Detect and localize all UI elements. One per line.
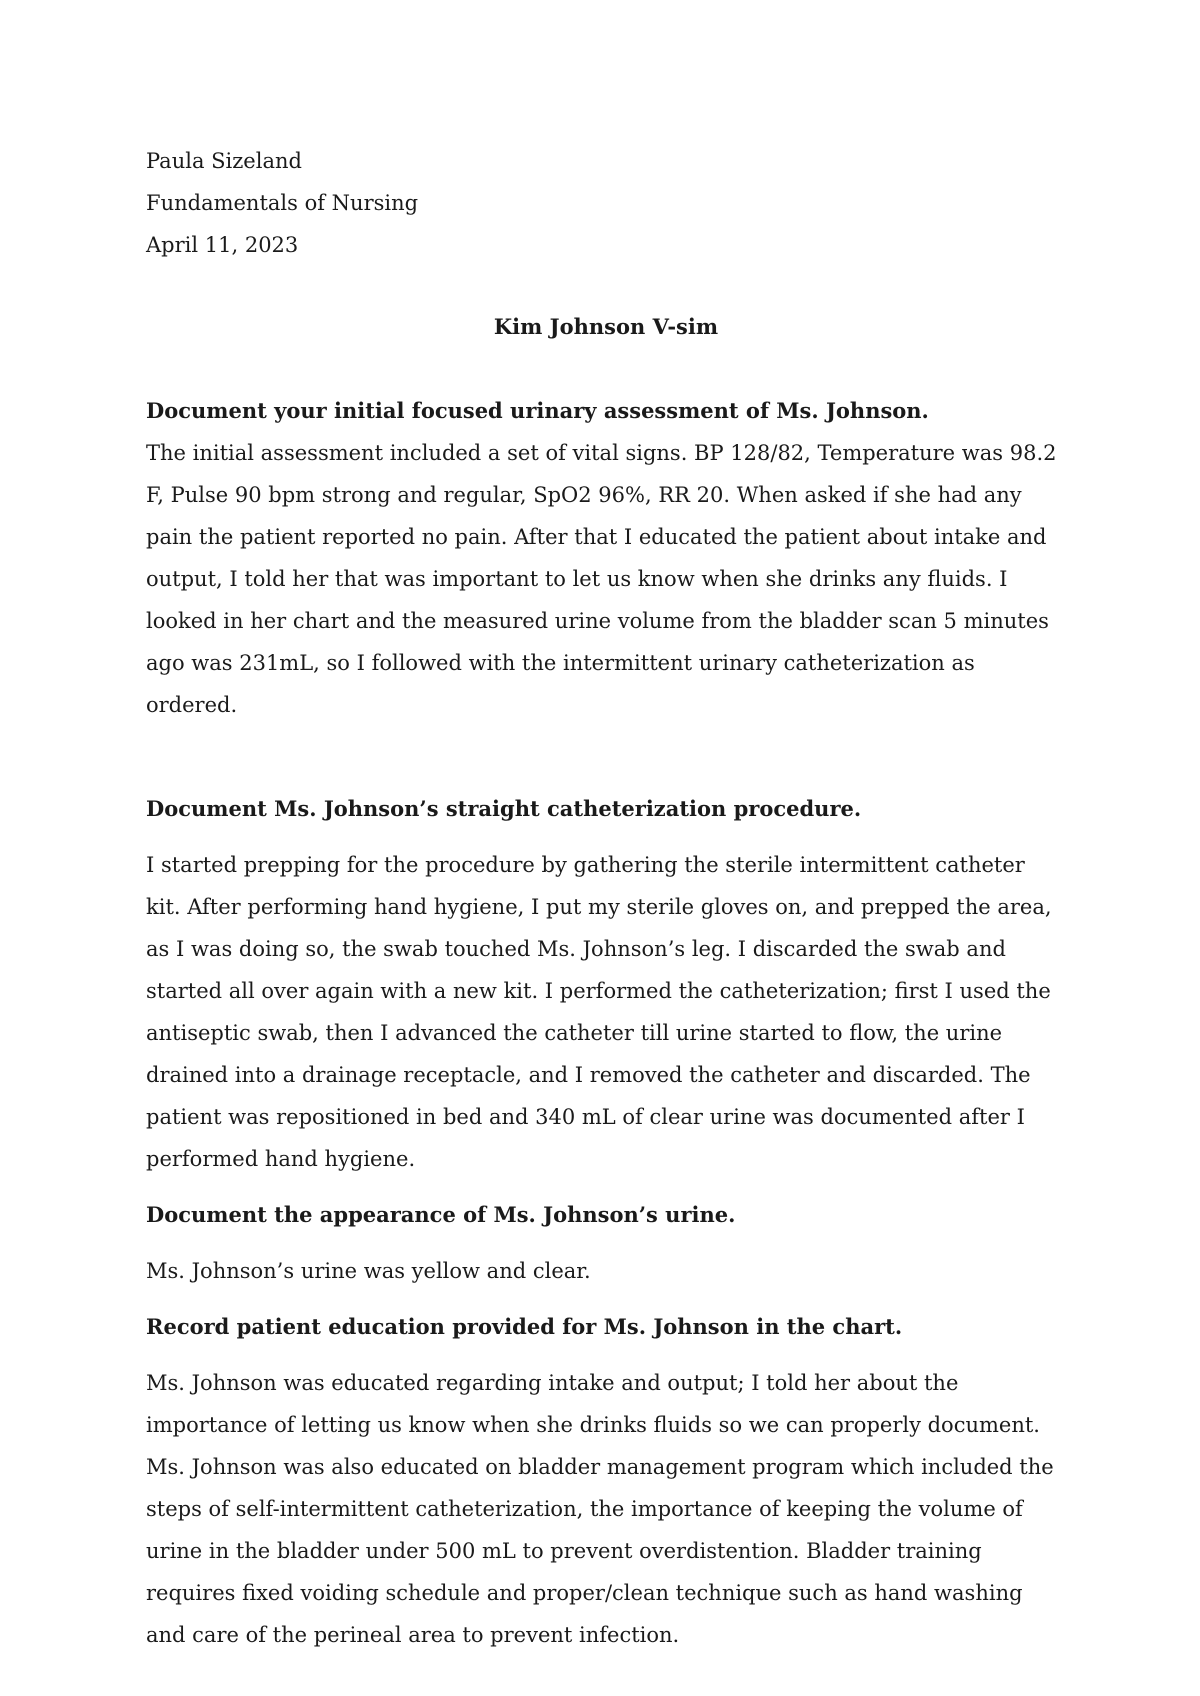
document-date: April 11, 2023 (146, 233, 299, 257)
section-body: Ms. Johnson was educated regarding intake and output; I told her about the importance of letting us know when she drinks fluids so we can properly document. Ms. Johnson was also educated on bladder management program which included the steps of self-intermittent catheterization, the importance of keeping the volume of urine in the bladder under 500 mL to prevent overdistention. Bladder training requires fixed voiding schedule and proper/clean technique such as hand washing and care of the perineal area to prevent infection. (146, 1371, 1054, 1647)
section-initial-assessment (146, 390, 1066, 726)
section-heading: Document the appearance of Ms. Johnson’s urine. (146, 1202, 736, 1227)
course-name: Fundamentals of Nursing (146, 191, 419, 215)
document-page (146, 140, 1066, 1656)
author-name: Paula Sizeland (146, 149, 302, 173)
section-body: The initial assessment included a set of vital signs. BP 128/82, Temperature was 98.2 F, Pulse 90 bpm strong and regular, SpO2 96%, RR 20. When asked if she had any pain the patient reported no pain. After that I educated the patient about intake and output, I told her that was important to let us know when she drinks any fluids. I looked in her chart and the measured urine volume from the bladder scan 5 minutes ago was 231mL, so I followed with the intermittent urinary catheterization as ordered. (146, 441, 1057, 717)
section-heading: Record patient education provided for Ms. Johnson in the chart. (146, 1314, 903, 1339)
section-body: I started prepping for the procedure by gathering the sterile intermittent catheter kit. After performing hand hygiene, I put my sterile gloves on, and prepped the area, as I was doing so, the swab touched Ms. Johnson’s leg. I discarded the swab and started all over again with a new kit. I performed the catheterization; first I used the antiseptic swab, then I advanced the catheter till urine started to flow, the urine drained into a drainage receptacle, and I removed the catheter and discarded. The patient was repositioned in bed and 340 mL of clear urine was documented after I performed hand hygiene. (146, 853, 1052, 1171)
document-title: Kim Johnson V-sim (493, 314, 719, 339)
section-heading: Document Ms. Johnson’s straight catheterization procedure. (146, 796, 862, 821)
section-body: Ms. Johnson’s urine was yellow and clear. (146, 1259, 591, 1283)
section-patient-education (146, 1306, 1066, 1656)
section-urine-appearance (146, 1194, 1066, 1292)
section-catheterization-procedure (146, 788, 1066, 1180)
section-heading: Document your initial focused urinary assessment of Ms. Johnson. (146, 398, 929, 423)
